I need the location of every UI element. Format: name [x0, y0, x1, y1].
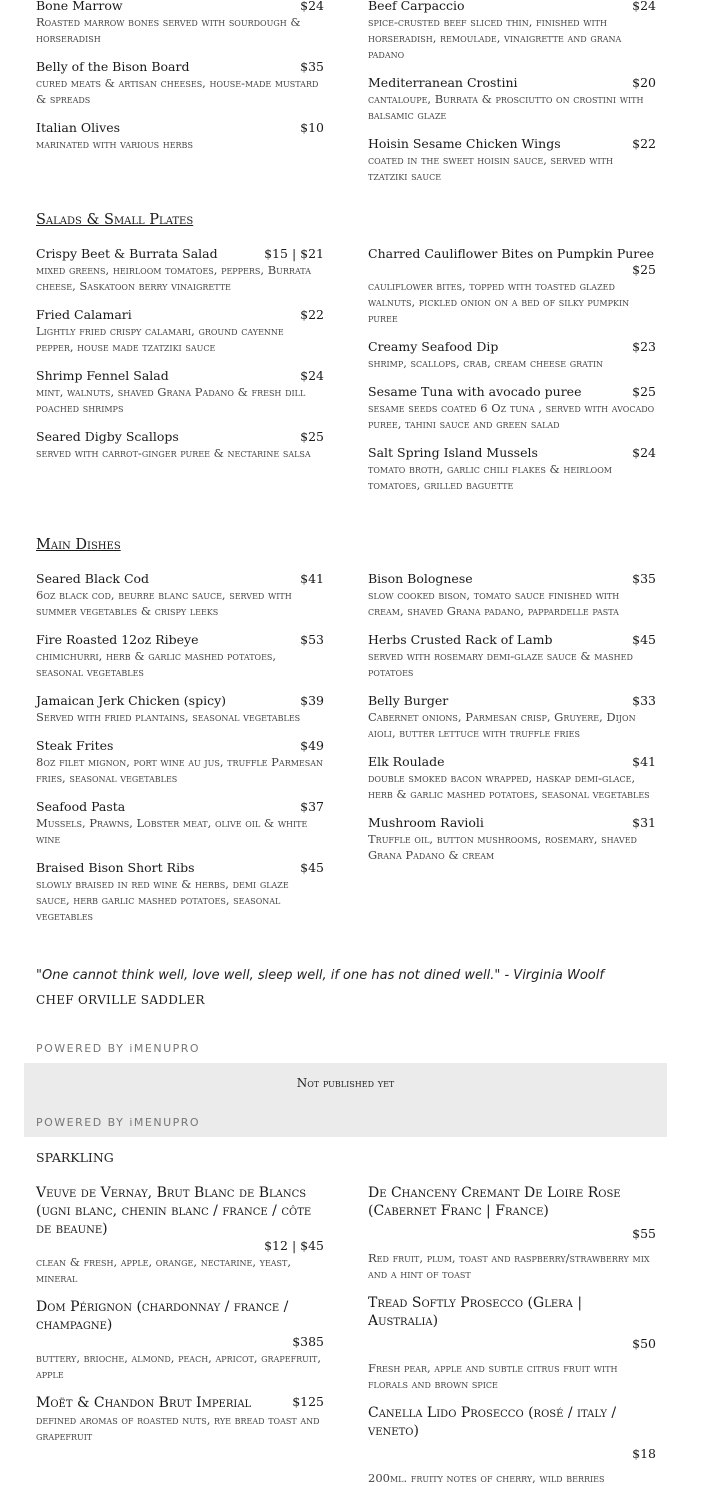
wine-item	[36, 1184, 324, 1286]
sparkling-right-column	[368, 1184, 656, 1486]
mains-left-column	[36, 571, 324, 924]
menu-item	[36, 693, 324, 725]
item-price: $24	[300, 0, 324, 13]
item-name: Seared Digby Scallops	[36, 429, 179, 444]
item-description: slowly braised in red wine & herbs, demi glaze sauce, herb garlic mashed potatoes, seasonal vegetables	[36, 877, 289, 923]
item-price: $24	[632, 0, 656, 13]
item-description: 6oz black cod, beurre blanc sauce, served with summer vegetables & crispy leeks	[36, 588, 292, 618]
item-name: Bison Bolognese	[368, 571, 473, 586]
item-name: Sesame Tuna with avocado puree	[368, 384, 582, 399]
wine-price: $18	[632, 1446, 656, 1461]
item-description: served with carrot-ginger puree & nectarine salsa	[36, 446, 311, 460]
menu-item	[36, 429, 324, 461]
wine-price: $50	[632, 1336, 656, 1351]
item-description: Lightly fried crispy calamari, ground cayenne pepper, house made tzatziki sauce	[36, 324, 284, 354]
menu-item	[368, 246, 656, 326]
wine-item	[36, 1394, 324, 1444]
item-description: Truffle oil, button mushrooms, rosemary, shaved Grana Padano & cream	[368, 832, 637, 862]
section-heading-sparkling: SPARKLING	[36, 1150, 114, 1165]
item-price: $35	[632, 571, 656, 586]
wine-name: Canella Lido Prosecco (rosé / italy / veneto)	[368, 1405, 617, 1439]
wine-description: Fresh pear, apple and subtle citrus fruit with florals and brown spice	[368, 1361, 618, 1391]
item-price: $45	[300, 860, 324, 875]
quote: "One cannot think well, love well, sleep well, if one has not dined well." - Virginia Woolf	[36, 968, 604, 983]
item-description: tomato broth, garlic chili flakes & heirloom tomatoes, grilled baguette	[368, 462, 612, 492]
menu-item	[368, 445, 656, 493]
powered-by-link[interactable]: POWERED BY iMENUPRO	[36, 1116, 201, 1129]
item-price: $20	[632, 75, 656, 90]
item-name: Creamy Seafood Dip	[368, 339, 499, 354]
unpublished-text: Not published yet	[296, 1076, 395, 1090]
item-price: $37	[300, 799, 324, 814]
item-name: Steak Frites	[36, 738, 114, 753]
wine-name: Dom Pérignon (chardonnay / france / champagne)	[36, 1299, 289, 1333]
menu-item	[36, 120, 324, 152]
item-price: $15 | $21	[264, 246, 324, 261]
menu-item	[368, 136, 656, 184]
item-description: sesame seeds coated 6 Oz tuna , served with avocado puree, tahini sauce and green salad	[368, 401, 655, 431]
menu-item	[36, 0, 324, 46]
item-price: $22	[300, 307, 324, 322]
item-name: Mushroom Ravioli	[368, 815, 484, 830]
menu-item	[368, 754, 656, 802]
menu-item	[36, 571, 324, 619]
wine-description: buttery, brioche, almond, peach, apricot, grapefruit, apple	[36, 1351, 322, 1381]
item-price: $25	[632, 262, 656, 277]
item-price: $49	[300, 738, 324, 753]
item-price: $33	[632, 693, 656, 708]
wine-description: Red fruit, plum, toast and raspberry/strawberry mix and a hint of toast	[368, 1251, 650, 1281]
mains-right-column	[368, 571, 656, 863]
item-name: Seafood Pasta	[36, 799, 126, 814]
sparkling-left-column	[36, 1184, 324, 1444]
item-name: Crispy Beet & Burrata Salad	[36, 246, 218, 261]
item-price: $35	[300, 59, 324, 74]
wine-item	[368, 1294, 656, 1392]
item-name: Elk Roulade	[368, 754, 445, 769]
menu-item	[368, 339, 656, 371]
menu-item	[368, 384, 656, 432]
wine-item	[36, 1298, 324, 1382]
item-price: $25	[632, 384, 656, 399]
menu-item	[36, 738, 324, 786]
wine-item	[368, 1404, 656, 1486]
wine-name: Veuve de Vernay, Brut Blanc de Blancs (ugni blanc, chenin blanc / france / côte de beaune)	[36, 1185, 312, 1237]
item-price: $41	[300, 571, 324, 586]
item-price: $22	[632, 136, 656, 151]
item-name: Jamaican Jerk Chicken (spicy)	[36, 693, 227, 708]
item-description: coated in the sweet hoisin sauce, served with tzatziki sauce	[368, 153, 613, 183]
item-name: Fire Roasted 12oz Ribeye	[36, 632, 199, 647]
powered-by-link[interactable]: POWERED BY iMENUPRO	[36, 1042, 201, 1055]
item-name: Belly Burger	[368, 693, 449, 708]
item-price: $25	[300, 429, 324, 444]
item-name: Charred Cauliflower Bites on Pumpkin Puree	[368, 246, 655, 261]
item-price: $41	[632, 754, 656, 769]
item-name: Braised Bison Short Ribs	[36, 860, 195, 875]
item-name: Mediterranean Crostini	[368, 75, 518, 90]
wine-description: defined aromas of roasted nuts, rye bread toast and grapefruit	[36, 1413, 320, 1443]
item-name: Seared Black Cod	[36, 571, 150, 586]
item-price: $24	[300, 368, 324, 383]
section-heading-salads: Salads & Small Plates	[36, 212, 194, 228]
menu-item	[368, 815, 656, 863]
item-price: $53	[300, 632, 324, 647]
item-price: $23	[632, 339, 656, 354]
appetizers-left-column	[36, 0, 324, 152]
item-description: Served with fried plantains, seasonal vegetables	[36, 710, 301, 724]
menu-item	[368, 571, 656, 619]
item-name: Shrimp Fennel Salad	[36, 368, 169, 383]
item-price: $10	[300, 120, 324, 135]
item-name: Beef Carpaccio	[368, 0, 465, 13]
menu-item	[368, 693, 656, 741]
wine-price: $385	[292, 1334, 324, 1349]
menu-item	[368, 632, 656, 680]
item-price: $45	[632, 632, 656, 647]
item-price: $31	[632, 815, 656, 830]
wine-price: $12 | $45	[264, 1238, 324, 1253]
salads-left-column	[36, 246, 324, 461]
item-description: served with rosemary demi-glaze sauce & mashed potatoes	[368, 649, 633, 679]
wine-description: clean & fresh, apple, orange, nectarine, yeast, mineral	[36, 1255, 292, 1285]
item-name: Herbs Crusted Rack of Lamb	[368, 632, 553, 647]
item-description: chimichurri, herb & garlic mashed potatoes, seasonal vegetables	[36, 649, 277, 679]
item-price: $24	[632, 445, 656, 460]
menu-item	[36, 307, 324, 355]
item-price: $39	[300, 693, 324, 708]
item-description: marinated with various herbs	[36, 137, 193, 151]
item-description: slow cooked bison, tomato sauce finished with cream, shaved Grana padano, pappardelle pasta	[368, 588, 620, 618]
salads-right-column	[368, 246, 656, 493]
wine-name: Moët & Chandon Brut Imperial	[36, 1395, 252, 1411]
item-description: shrimp, scallops, crab, cream cheese gratin	[368, 356, 603, 370]
item-description: mint, walnuts, shaved Grana Padano & fresh dill poached shrimps	[36, 385, 306, 415]
unpublished-banner	[24, 1063, 667, 1137]
item-name: Hoisin Sesame Chicken Wings	[368, 136, 561, 151]
wine-name: Tread Softly Prosecco (Glera | Australia)	[368, 1295, 583, 1329]
item-description: Cabernet onions, Parmesan crisp, Gruyere, Dijon aioli, butter lettuce with truffle fries	[368, 710, 636, 740]
appetizers-right-column	[368, 0, 656, 184]
item-description: mixed greens, heirloom tomatoes, peppers, Burrata cheese, Saskatoon berry vinaigrette	[36, 263, 311, 293]
menu-item	[368, 0, 656, 62]
item-name: Italian Olives	[36, 120, 121, 135]
menu-item	[36, 59, 324, 107]
menu-item	[36, 799, 324, 847]
wine-description: 200ml. fruity notes of cherry, wild berries	[368, 1471, 605, 1485]
item-description: cauliflower bites, topped with toasted glazed walnuts, pickled onion on a bed of silky pumpkin puree	[368, 279, 630, 325]
wine-price: $55	[632, 1226, 656, 1241]
item-description: Roasted marrow bones served with sourdough & horseradish	[36, 15, 301, 45]
item-name: Belly of the Bison Board	[36, 59, 190, 74]
item-name: Bone Marrow	[36, 0, 123, 13]
item-description: Mussels, Prawns, Lobster meat, olive oil & white wine	[36, 816, 308, 846]
item-description: cured meats & artisan cheeses, house-made mustard & spreads	[36, 76, 319, 106]
item-description: spice-crusted beef sliced thin, finished with horseradish, remoulade, vinaigrette and grana padano	[368, 15, 622, 61]
item-name: Salt Spring Island Mussels	[368, 445, 538, 460]
section-heading-mains: Main Dishes	[36, 537, 121, 553]
item-description: 8oz filet mignon, port wine au jus, truffle Parmesan fries, seasonal vegetables	[36, 755, 324, 785]
item-description: cantaloupe, Burrata & prosciutto on crostini with balsamic glaze	[368, 92, 644, 122]
menu-item	[36, 246, 324, 294]
menu-item	[36, 368, 324, 416]
item-name: Fried Calamari	[36, 307, 132, 322]
chef-name: CHEF ORVILLE SADDLER	[36, 993, 205, 1007]
wine-name: De Chanceny Cremant De Loire Rose (Cabernet Franc | France)	[368, 1185, 621, 1219]
menu-item	[36, 860, 324, 924]
menu-item	[36, 632, 324, 680]
menu-item	[368, 75, 656, 123]
wine-item	[368, 1184, 656, 1282]
wine-price: $125	[292, 1394, 324, 1409]
item-description: double smoked bacon wrapped, haskap demi-glace, herb & garlic mashed potatoes, seasonal vegetables	[368, 771, 650, 801]
